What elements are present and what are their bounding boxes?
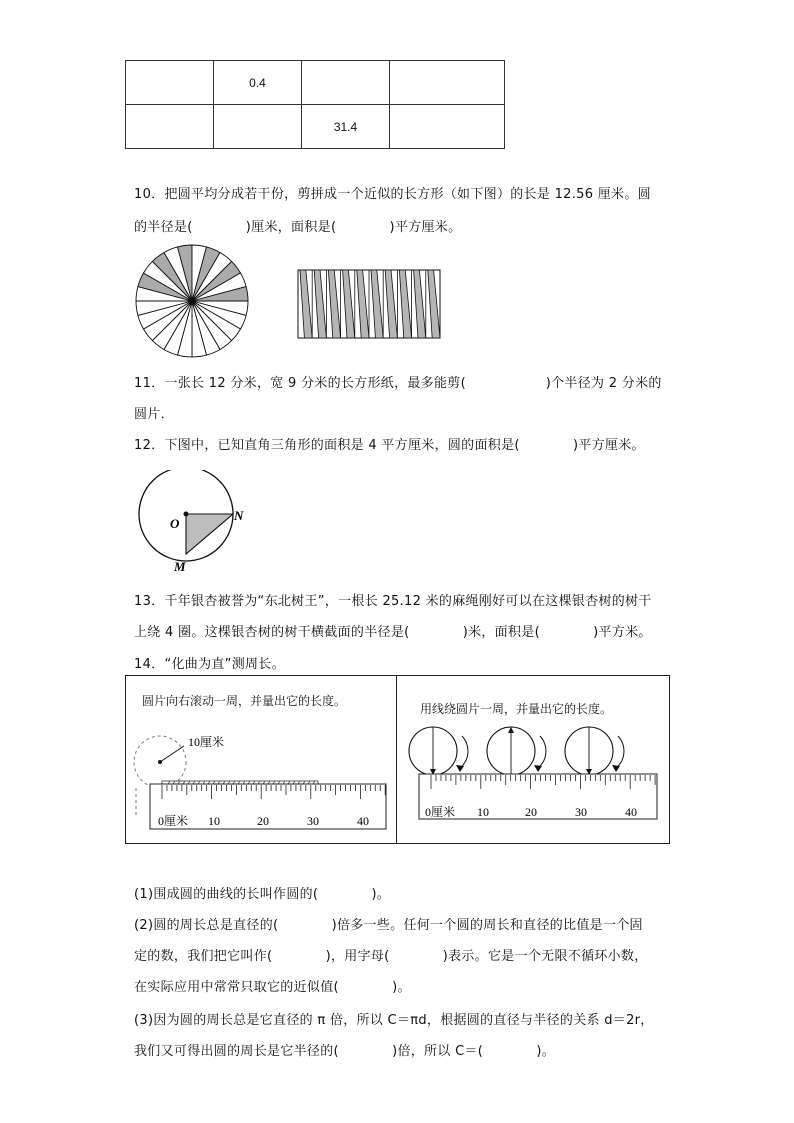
string-circle-figure	[397, 716, 668, 841]
q14-sub2-line1: (2)圆的周长总是直径的( )倍多一些。任何一个圆的周长和直径的比值是一个固	[134, 918, 643, 933]
table-cell	[302, 61, 390, 105]
ruler-left-label-40: 40	[357, 814, 369, 828]
rotation-arrow-head	[456, 765, 464, 772]
label-o: O	[170, 516, 180, 531]
right-triangle	[186, 514, 233, 554]
table-cell: 31.4	[302, 105, 390, 149]
ruler-right-label-30: 30	[575, 805, 587, 819]
radius-line	[160, 746, 184, 762]
ruler-right-label-10: 10	[477, 805, 489, 819]
label-m: M	[174, 559, 186, 574]
table-cell: 0.4	[214, 61, 302, 105]
ruler-right-label-40: 40	[625, 805, 637, 819]
q13-text-line2: 上绕 4 圈。这棵银杏树的树干横截面的半径是( )米，面积是( )平方米。	[134, 625, 652, 640]
rotation-arrow-head	[612, 765, 620, 772]
ruler-right-label-20: 20	[525, 805, 537, 819]
q14-title: 14．“化曲为直”测周长。	[134, 657, 285, 672]
q13-text-line1: 13．千年银杏被誉为“东北树王”，一根长 25.12 米的麻绳刚好可以在这棵银杏树的树干	[134, 594, 652, 609]
table-cell	[390, 61, 505, 105]
q10-text-line1: 10．把圆平均分成若干份，剪拼成一个近似的长方形（如下图）的长是 12.56 厘米。圆	[134, 187, 651, 202]
q12-text-line1: 12．下图中，已知直角三角形的面积是 4 平方厘米，圆的面积是( )平方厘米。	[134, 438, 645, 453]
q14-sub3-line1: (3)因为圆的周长总是它直径的 π 倍，所以 C＝πd，根据圆的直径与半径的关系 d＝2r，	[134, 1013, 654, 1028]
rotation-arc	[616, 736, 624, 768]
ruler-left-label-0: 0厘米	[158, 814, 189, 828]
q14-sub2-line3: 在实际应用中常常只取它的近似值( )。	[134, 980, 411, 995]
q14-sub1: (1)围成圆的曲线的长叫作圆的( )。	[134, 887, 391, 902]
rotation-arc	[460, 736, 468, 768]
data-table	[125, 60, 505, 149]
table-row	[126, 105, 505, 149]
ruler-left-label-30: 30	[307, 814, 319, 828]
table-cell	[126, 61, 214, 105]
q12-circle-triangle-figure	[138, 470, 258, 580]
q11-text-line1: 11．一张长 12 分米，宽 9 分米的长方形纸，最多能剪( )个半径为 2 分米的	[134, 376, 662, 391]
q10-circle-rectangle-figure	[130, 244, 460, 369]
wrapped-circles	[409, 727, 624, 775]
q14-sub2-line2: 定的数，我们把它叫作( )，用字母( )表示。它是一个无限不循环小数，	[134, 949, 648, 964]
approx-rectangle	[298, 270, 440, 338]
rotation-arrow-head	[534, 765, 542, 772]
right-caption: 用线绕圆片一周，并量出它的长度。	[420, 702, 613, 716]
q14-sub3-line2: 我们又可得出圆的周长是它半径的( )倍，所以 C＝( )。	[134, 1044, 555, 1059]
ruler-right-label-0: 0厘米	[425, 805, 456, 819]
label-n: N	[234, 508, 244, 523]
q10-text-line2: 的半径是( )厘米，面积是( )平方厘米。	[134, 220, 462, 235]
radius-label: 10厘米	[188, 735, 225, 749]
center-point	[184, 512, 189, 517]
q11-text-line2: 圆片．	[134, 407, 174, 422]
divided-circle	[136, 245, 248, 357]
left-caption: 圆片向右滚动一周，并量出它的长度。	[142, 694, 347, 708]
rotation-arc	[538, 736, 546, 768]
table-cell	[214, 105, 302, 149]
table-row	[126, 61, 505, 105]
ruler-left-label-10: 10	[208, 814, 220, 828]
rolling-circle-figure	[126, 716, 396, 841]
q14-figure-panel	[125, 675, 670, 844]
ruler-left-label-20: 20	[257, 814, 269, 828]
table-cell	[390, 105, 505, 149]
table-cell	[126, 105, 214, 149]
